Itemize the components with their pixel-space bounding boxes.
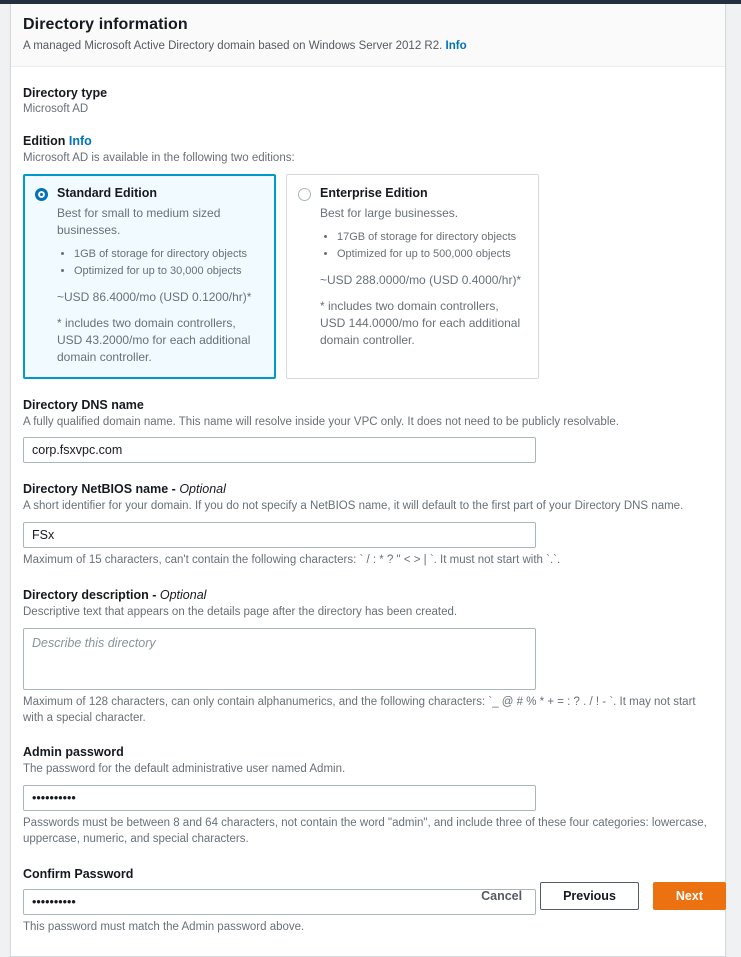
directory-description-label-text: Directory description - (23, 587, 157, 602)
edition-enterprise-title: Enterprise Edition (320, 185, 428, 200)
directory-description-constraint: Maximum of 128 characters, can only contain alphanumerics, and the following characters: `_ @ # % * + = : ? . / ! - `. It may not start with a special character. (23, 695, 696, 724)
edition-card-enterprise[interactable] (286, 174, 539, 379)
edition-options (23, 174, 713, 379)
dns-name-field (23, 397, 713, 464)
list-item: • 17GB of storage for directory objects (337, 229, 526, 246)
admin-password-input[interactable] (23, 785, 536, 811)
list-item: • Optimized for up to 30,000 objects (74, 263, 263, 280)
confirm-password-label: Confirm Password (23, 866, 134, 881)
panel-subtitle (23, 40, 713, 52)
netbios-name-field (23, 481, 713, 569)
netbios-name-input[interactable] (23, 522, 536, 548)
dns-name-description: A fully qualified domain name. This name will resolve inside your VPC only. It does not need to be publicly resolvable. (23, 415, 619, 428)
directory-information-panel (10, 4, 726, 957)
admin-password-description: The password for the default administrative user named Admin. (23, 763, 346, 776)
dns-name-input[interactable] (23, 437, 536, 463)
dns-name-label: Directory DNS name (23, 397, 144, 412)
admin-password-constraint: Passwords must be between 8 and 64 characters, not contain the word "admin", and include three of these four categories: lowercase, uppercase, numeric, and special characters. (23, 817, 707, 845)
edition-enterprise-note: * includes two domain controllers, USD 144.0000/mo for each additional domain controller. (320, 298, 521, 347)
edition-enterprise-bullets (320, 229, 526, 262)
netbios-name-optional: Optional (179, 482, 226, 497)
radio-enterprise-edition[interactable] (298, 188, 311, 201)
netbios-name-description: A short identifier for your domain. If you do not specify a NetBIOS name, it will default to the first part of your Directory DNS name. (23, 500, 684, 513)
edition-enterprise-price: ~USD 288.0000/mo (USD 0.4000/hr)* (320, 272, 522, 287)
edition-description: Microsoft AD is available in the following two editions: (23, 151, 295, 164)
edition-standard-content (35, 205, 263, 365)
list-item: • 1GB of storage for directory objects (74, 246, 263, 263)
edition-standard-price: ~USD 86.4000/mo (USD 0.1200/hr)* (57, 289, 252, 304)
directory-type-field (23, 85, 713, 115)
netbios-name-label-text: Directory NetBIOS name - (23, 482, 176, 497)
edition-standard-note: * includes two domain controllers, USD 43.2000/mo for each additional domain controller. (57, 315, 251, 364)
directory-description-textarea[interactable] (23, 628, 536, 690)
panel-info-link[interactable]: Info (445, 40, 467, 52)
directory-type-label: Directory type (23, 86, 108, 100)
edition-info-link[interactable]: Info (68, 133, 92, 148)
panel-header (11, 4, 725, 67)
admin-password-label: Admin password (23, 745, 124, 760)
list-item: • Optimized for up to 500,000 objects (337, 246, 526, 263)
edition-standard-bullets (57, 246, 263, 279)
previous-button[interactable]: Previous (540, 882, 639, 910)
edition-enterprise-tagline: Best for large businesses. (320, 206, 459, 221)
edition-field (23, 133, 713, 379)
admin-password-field (23, 744, 713, 847)
edition-standard-head (35, 186, 263, 202)
wizard-footer (0, 872, 741, 919)
cancel-button[interactable]: Cancel (477, 884, 526, 908)
radio-standard-edition[interactable] (35, 188, 48, 201)
next-button[interactable]: Next (653, 882, 726, 910)
panel-body (11, 67, 725, 956)
edition-enterprise-head (298, 186, 526, 202)
edition-card-standard[interactable] (23, 174, 276, 379)
edition-standard-tagline: Best for small to medium sized businesses. (57, 206, 221, 238)
netbios-name-constraint: Maximum of 15 characters, can't contain the following characters: ` / : * ? " < > | `. It must not start with `.`. (23, 554, 561, 567)
directory-description-label (23, 587, 713, 604)
edition-label-text: Edition (23, 133, 66, 148)
edition-standard-title: Standard Edition (57, 185, 157, 200)
edition-enterprise-content (298, 205, 526, 348)
page-title: Directory information (23, 16, 188, 33)
directory-description-desc: Descriptive text that appears on the details page after the directory has been created. (23, 605, 458, 618)
netbios-name-label (23, 481, 713, 498)
edition-label (23, 133, 713, 150)
panel-subtitle-text: A managed Microsoft Active Directory domain based on Windows Server 2012 R2. (23, 40, 443, 52)
directory-description-optional: Optional (159, 587, 207, 602)
directory-type-value: Microsoft AD (23, 102, 89, 115)
directory-description-field (23, 587, 713, 726)
confirm-password-constraint: This password must match the Admin password above. (23, 920, 305, 933)
